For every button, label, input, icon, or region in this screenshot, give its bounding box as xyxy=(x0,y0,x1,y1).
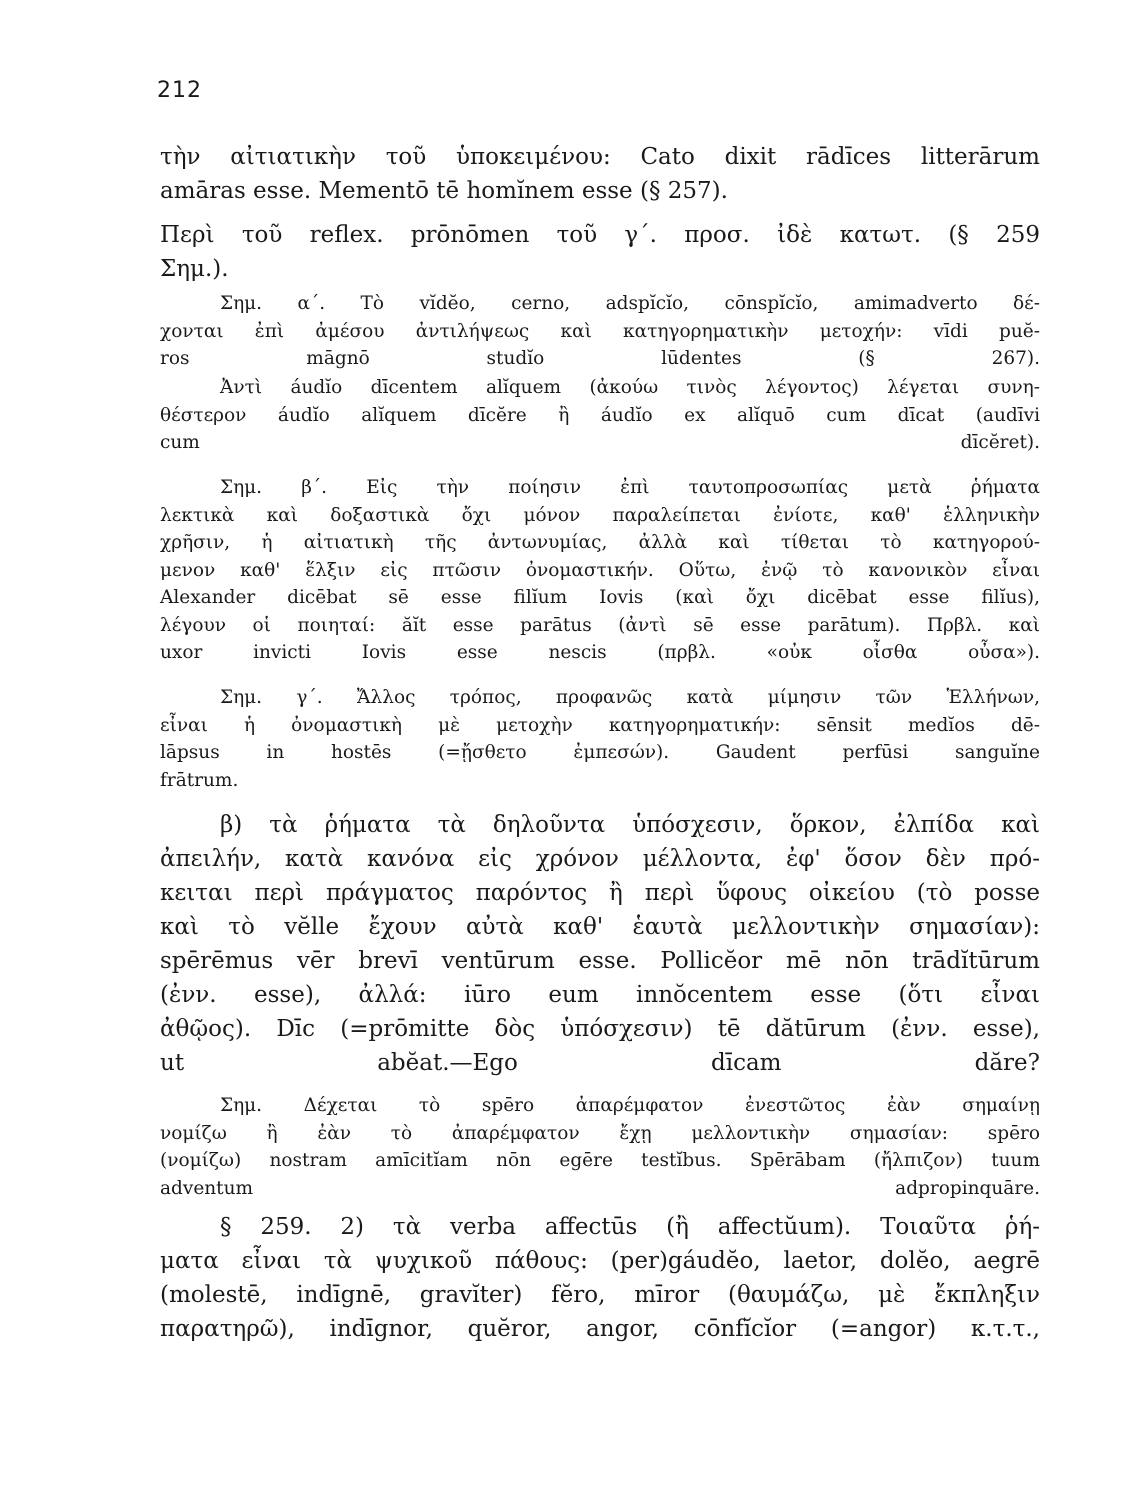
text-line: frātrum. xyxy=(160,769,239,791)
text-line: τὴν αἰτιατικὴν τοῦ ὑποκειμένου: Cato dixit rādīces litterārum xyxy=(160,144,1040,170)
text-line: ματα εἶναι τὰ ψυχικοῦ πάθους: (per)gáudĕo, laetor, dolĕo, aegrē xyxy=(160,1248,1040,1274)
paragraph-accusative-subject xyxy=(160,140,1040,208)
paragraph-beta-promise-verbs xyxy=(160,808,1040,1080)
text-line: adventum adpropinquāre. xyxy=(160,1177,1040,1199)
text-line: ἀπειλήν, κατὰ κανόνα εἰς χρόνον μέλλοντα, ἐφ' ὅσον δὲν πρό- xyxy=(160,846,1040,872)
text-line: amāras esse. Mementō tē homĭnem esse (§ 257). xyxy=(160,178,728,204)
text-line: Σημ.). xyxy=(160,256,229,282)
note-beta xyxy=(160,474,1040,667)
text-line: β) τὰ ῥήματα τὰ δηλοῦντα ὑπόσχεσιν, ὅρκον, ἐλπίδα καὶ xyxy=(220,812,1040,838)
text-line: (ἐνν. esse), ἀλλά: iūro eum innŏcentem esse (ὅτι εἶναι xyxy=(160,982,1040,1008)
note-alpha-continued xyxy=(160,374,1040,457)
text-line: κειται περὶ πράγματος παρόντος ἢ περὶ ὕφους οἰκείου (τὸ posse xyxy=(160,880,1040,906)
note-gamma xyxy=(160,684,1040,794)
text-line: καὶ τὸ vĕlle ἔχουν αὐτὰ καθ' ἑαυτὰ μελλοντικὴν σημασίαν): xyxy=(160,914,1040,940)
text-line: Σημ. β΄. Εἰς τὴν ποίησιν ἐπὶ ταυτοπροσωπίας μετὰ ῥήματα xyxy=(220,477,1040,498)
text-line: χονται ἐπὶ ἀμέσου ἀντιλήψεως καὶ κατηγορηματικὴν μετοχήν: vīdi puĕ- xyxy=(160,320,1040,342)
text-line: Σημ. α΄. Τὸ vĭdĕo, cerno, adspĭcĭo, cōnspĭcĭo, amimadverto δέ- xyxy=(220,293,1040,314)
text-line: Alexander dicēbat sē esse filĭum Iovis (καὶ ὄχι dicēbat esse filĭus), xyxy=(160,587,1040,608)
text-line: § 259. 2) τὰ verba affectūs (ἢ affectŭum). Τοιαῦτα ῥή- xyxy=(220,1214,1040,1240)
note-spero xyxy=(160,1092,1040,1202)
text-line: νομίζω ἢ ἐὰν τὸ ἀπαρέμφατον ἔχῃ μελλοντικὴν σημασίαν: spēro xyxy=(160,1122,1040,1144)
text-line: Σημ. Δέχεται τὸ spēro ἀπαρέμφατον ἐνεστῶτος ἐὰν σημαίνῃ xyxy=(220,1095,1040,1116)
text-line: lāpsus in hostēs (=ᾔσθετο ἐμπεσών). Gaudent perfūsi sanguĭne xyxy=(160,742,1040,763)
section-259 xyxy=(160,1210,1040,1346)
text-line: (νομίζω) nostram amīcitĭam nōn egēre testĭbus. Spērābam (ἤλπιζον) tuum xyxy=(160,1150,1040,1171)
text-line: λεκτικὰ καὶ δοξαστικὰ ὄχι μόνον παραλείπεται ἐνίοτε, καθ' ἑλληνικὴν xyxy=(160,504,1040,526)
text-line: χρῆσιν, ἡ αἰτιατικὴ τῆς ἀντωνυμίας, ἀλλὰ καὶ τίθεται τὸ κατηγορού- xyxy=(160,532,1040,553)
text-line: παρατηρῶ), indīgnor, quĕror, angor, cōnfĭcĭor (=angor) κ.τ.τ., xyxy=(160,1316,1040,1342)
text-line: εἶναι ἡ ὀνομαστικὴ μὲ μετοχὴν κατηγορηματικήν: sēnsit medĭos dē- xyxy=(160,714,1040,736)
text-line: (molestē, indīgnē, gravĭter) fĕro, mīror (θαυμάζω, μὲ ἔκπληξιν xyxy=(160,1282,1040,1308)
text-line: ut abĕat.—Ego dīcam dăre? xyxy=(160,1050,1040,1076)
text-line: λέγουν οἱ ποιηταί: ăĭt esse parātus (ἀντὶ sē esse parātum). Πρβλ. καὶ xyxy=(160,614,1040,636)
page-number: 212 xyxy=(157,78,202,103)
text-line: ros māgnō studĭo lūdentes (§ 267). xyxy=(160,348,1040,369)
text-line: Ἀντὶ áudĭo dīcentem alĭquem (ἀκούω τινὸς λέγοντος) λέγεται συνη- xyxy=(220,377,1040,398)
note-alpha xyxy=(160,290,1040,373)
text-line: Σημ. γ΄. Ἄλλος τρόπος, προφανῶς κατὰ μίμησιν τῶν Ἑλλήνων, xyxy=(220,687,1040,708)
text-line: uxor invicti Iovis esse nescis (πρβλ. «οὐκ οἶσθα οὖσα»). xyxy=(160,642,1040,663)
text-line: μενον καθ' ἕλξιν εἰς πτῶσιν ὀνομαστικήν. Οὕτω, ἐνῷ τὸ κανονικὸν εἶναι xyxy=(160,559,1040,581)
text-line: cum dīcĕret). xyxy=(160,432,1040,453)
paragraph-reflexive-pronoun xyxy=(160,218,1040,286)
text-line: θέστερον áudĭo alĭquem dīcĕre ἢ áudĭo ex alĭquō cum dīcat (audīvi xyxy=(160,404,1040,426)
text-line: ἀθῷος). Dīc (=prōmitte δὸς ὑπόσχεσιν) tē dătūrum (ἐνν. esse), xyxy=(160,1016,1040,1042)
text-line: spērēmus vēr brevī ventūrum esse. Pollicĕor mē nōn trādĭtūrum xyxy=(160,948,1040,974)
text-line: Περὶ τοῦ reflex. prōnōmen τοῦ γ΄. προσ. ἰδὲ κατωτ. (§ 259 xyxy=(160,222,1040,248)
